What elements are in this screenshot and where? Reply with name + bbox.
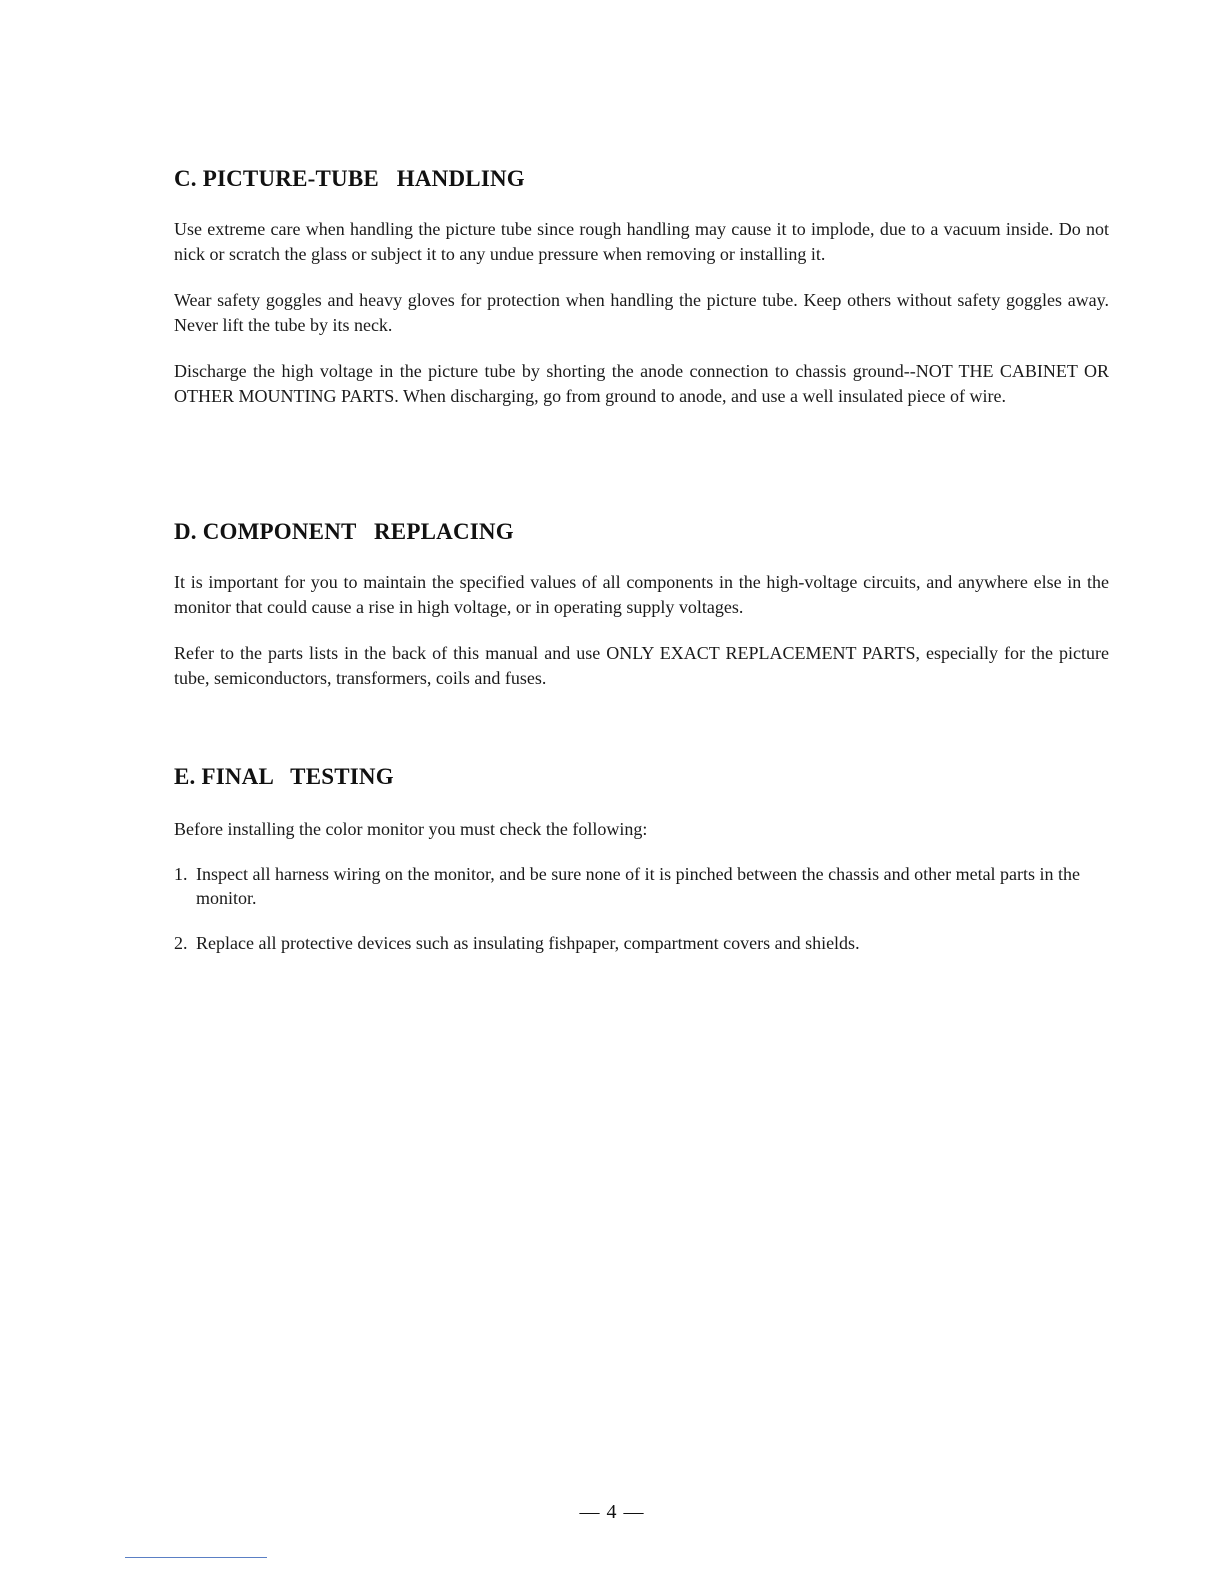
paragraph: Discharge the high voltage in the picture tube by shorting the anode connection to chassis ground--NOT THE CABINET OR OTHER MOUNTING PARTS. When discharging, go from ground to anode, and use a well insulated piece of wire. [174,361,1109,406]
paragraph: Wear safety goggles and heavy gloves for protection when handling the picture tube. Keep others without safety goggles away. Never lift the tube by its neck. [174,290,1109,335]
footer-rule [125,1557,267,1558]
list-item [174,862,1109,911]
section-heading: E. FINAL TESTING [174,764,394,789]
section-final-testing [174,764,1109,955]
paragraph: It is important for you to maintain the specified values of all components in the high-voltage circuits, and anywhere else in the monitor that could cause a rise in high voltage, or in operating supply voltages. [174,572,1109,617]
section-picture-tube-handling [174,166,1109,408]
list-text: Inspect all harness wiring on the monitor, and be sure none of it is pinched between the chassis and other metal parts in the monitor. [196,863,1081,908]
paragraph: Refer to the parts lists in the back of this manual and use ONLY EXACT REPLACEMENT PARTS, especially for the picture tube, semiconductors, transformers, coils and fuses. [174,643,1109,688]
paragraph: Use extreme care when handling the picture tube since rough handling may cause it to implode, due to a vacuum inside. Do not nick or scratch the glass or subject it to any undue pressure when removing or installing it. [174,219,1109,264]
paragraph: Before installing the color monitor you must check the following: [174,819,648,839]
list-item [174,931,1109,956]
section-component-replacing [174,519,1109,690]
list-number: 1. [174,863,188,884]
section-heading: C. PICTURE-TUBE HANDLING [174,166,525,191]
list-text: Replace all protective devices such as insulating fishpaper, compartment covers and shields. [196,932,860,953]
section-heading: D. COMPONENT REPLACING [174,519,514,544]
list-number: 2. [174,932,188,953]
page-number: — 4 — [579,1501,645,1523]
